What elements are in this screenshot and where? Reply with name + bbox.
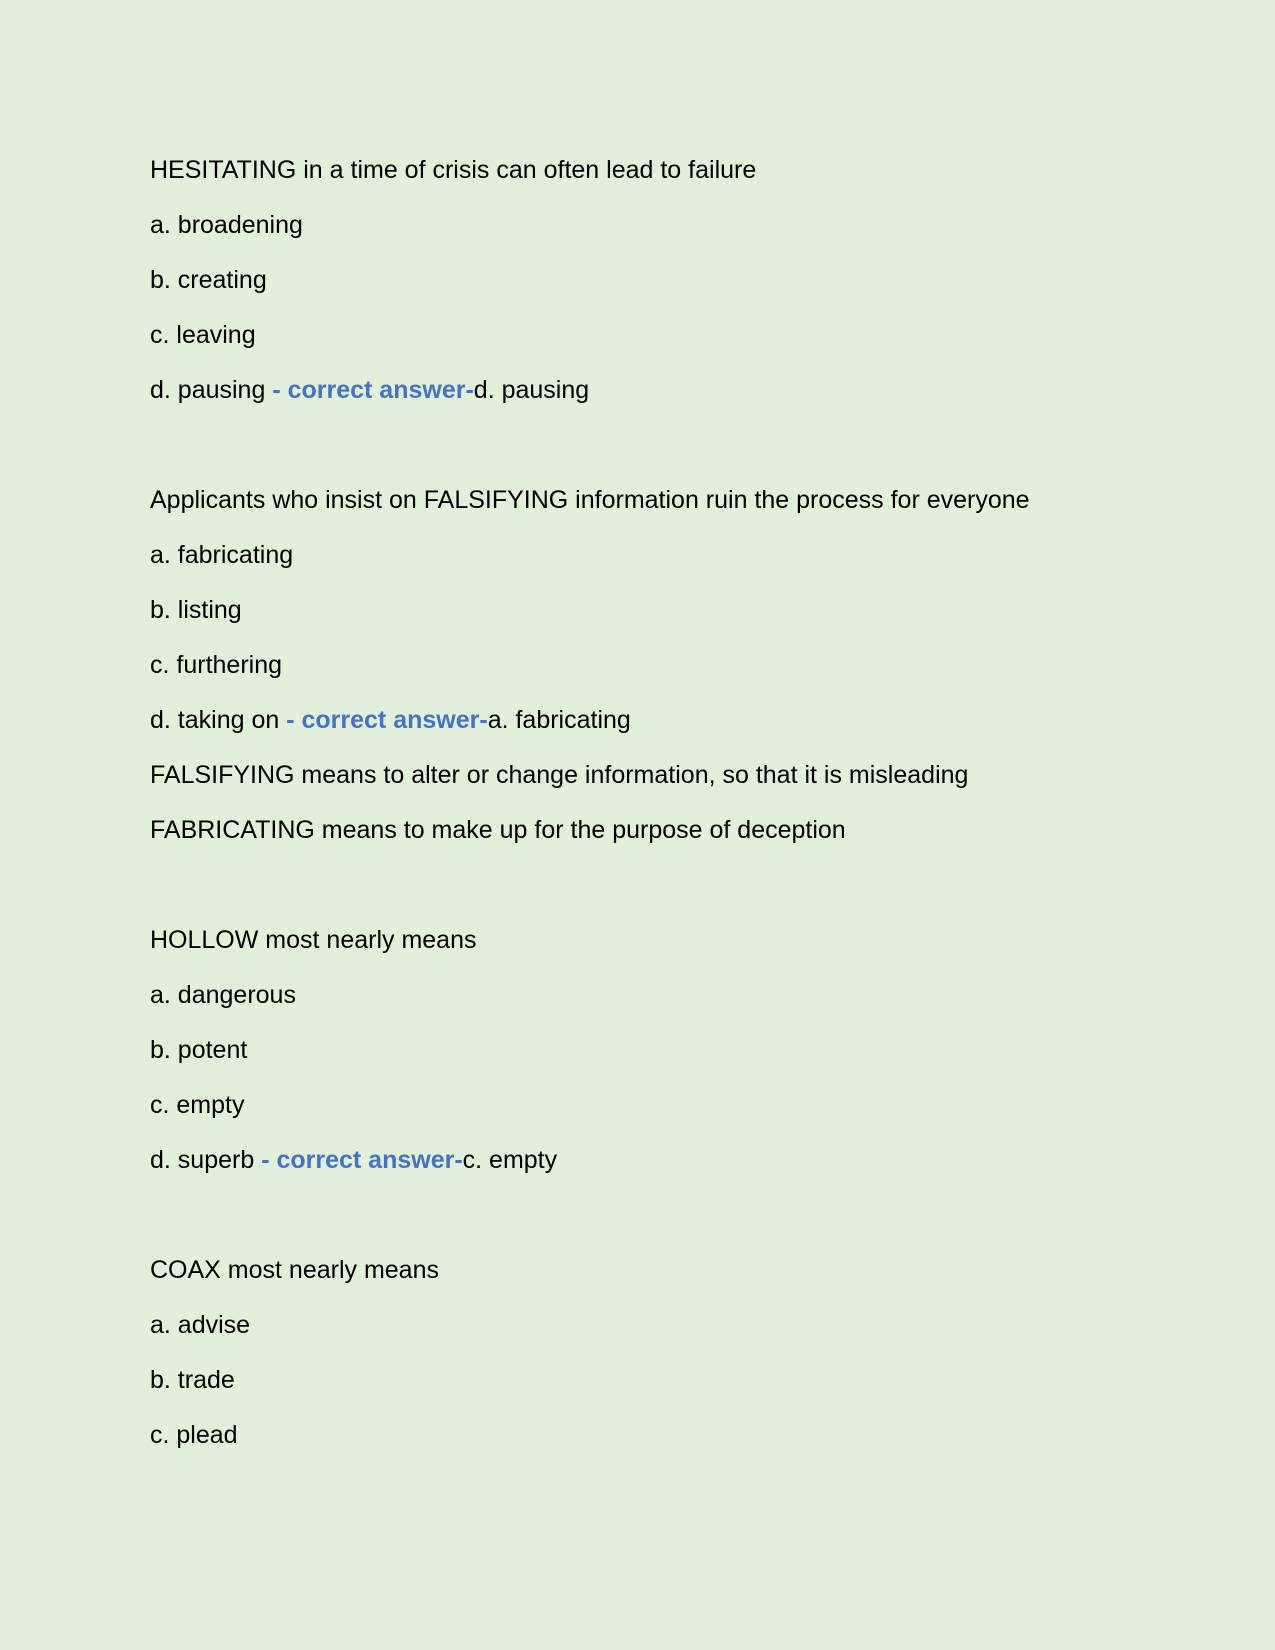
question-block [150,143,1215,418]
correct-answer-marker: - correct answer- [261,1146,463,1174]
question-prompt: HESITATING in a time of crisis can often lead to failure [150,156,757,184]
answer-option-with-key [150,363,1215,418]
answer-option: b. potent [150,1036,248,1064]
answer-option-with-key [150,1133,1215,1188]
answer-option: c. empty [150,1091,245,1119]
correct-answer-marker: - correct answer- [272,376,474,404]
answer-option: a. dangerous [150,981,296,1009]
question-block [150,473,1215,858]
explanation-note: FABRICATING means to make up for the purpose of deception [150,816,846,844]
answer-option: c. furthering [150,651,283,679]
answer-option: b. listing [150,596,242,624]
answer-option: d. superb [150,1146,262,1174]
answer-option: b. creating [150,266,267,294]
answer-option: c. leaving [150,321,256,349]
answer-option: d. taking on [150,706,287,734]
question-prompt: HOLLOW most nearly means [150,926,477,954]
correct-answer: d. pausing [473,376,590,404]
question-block [150,1243,1215,1463]
answer-option-with-key [150,693,1215,748]
answer-option: a. broadening [150,211,303,239]
question-prompt: Applicants who insist on FALSIFYING information ruin the process for everyone [150,486,1030,514]
question-prompt: COAX most nearly means [150,1256,439,1284]
correct-answer: c. empty [462,1146,558,1174]
answer-option: a. fabricating [150,541,294,569]
answer-option: a. advise [150,1311,251,1339]
correct-answer: a. fabricating [487,706,631,734]
answer-option: c. plead [150,1421,238,1449]
explanation-note: FALSIFYING means to alter or change information, so that it is misleading [150,761,969,789]
correct-answer-marker: - correct answer- [286,706,488,734]
question-block [150,913,1215,1188]
answer-option: b. trade [150,1366,235,1394]
answer-option: d. pausing [150,376,273,404]
